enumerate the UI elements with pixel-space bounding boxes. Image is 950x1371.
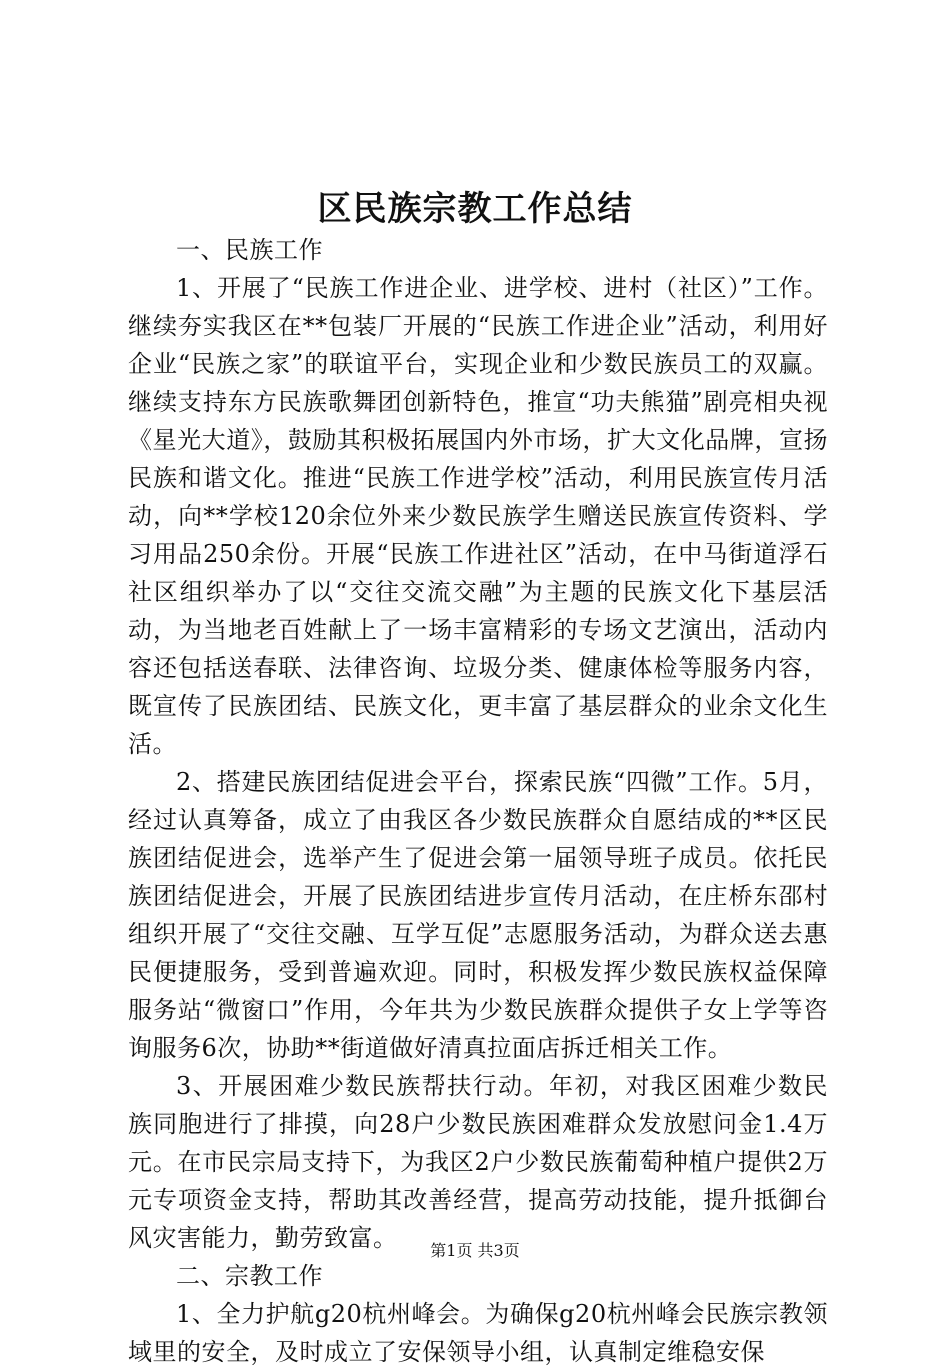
page-footer: 第1页 共3页: [430, 1241, 520, 1260]
paragraph-religion-1: 1、全力护航g20杭州峰会。为确保g20杭州峰会民族宗教领域里的安全，及时成立了安保领导小组，认真制定维稳安保: [128, 1300, 828, 1366]
paragraph-ethnic-2: 2、搭建民族团结促进会平台，探索民族“四微”工作。5月，经过认真筹备，成立了由我区各少数民族群众自愿结成的**区民族团结促进会，选举产生了促进会第一届领导班子成员。依托民族团结促进会，开展了民族团结进步宣传月活动，在庄桥东邵村组织开展了“交往交融、互学互促”志愿服务活动，为群众送去惠民便捷服务，受到普遍欢迎。同时，积极发挥少数民族权益保障服务站“微窗口”作用，今年共为少数民族群众提供子女上学等咨询服务6次，协助**街道做好清真拉面店拆迁相关工作。: [128, 768, 828, 1062]
document-body: [128, 231, 828, 1371]
section-heading-religion: 二、宗教工作: [176, 1262, 323, 1290]
paragraph-ethnic-1: 1、开展了“民族工作进企业、进学校、进村（社区）”工作。继续夯实我区在**包装厂开展的“民族工作进企业”活动，利用好企业“民族之家”的联谊平台，实现企业和少数民族员工的双赢。继续支持东方民族歌舞团创新特色，推宣“功夫熊猫”剧亮相央视《星光大道》，鼓励其积极拓展国内外市场，扩大文化品牌，宣扬民族和谐文化。推进“民族工作进学校”活动，利用民族宣传月活动，向**学校120余位外来少数民族学生赠送民族宣传资料、学习用品250余份。开展“民族工作进社区”活动，在中马街道浮石社区组织举办了以“交往交流交融”为主题的民族文化下基层活动，为当地老百姓献上了一场丰富精彩的专场文艺演出，活动内容还包括送春联、法律咨询、垃圾分类、健康体检等服务内容，既宣传了民族团结、民族文化，更丰富了基层群众的业余文化生活。: [128, 274, 828, 758]
section-heading-ethnic: 一、民族工作: [176, 236, 323, 264]
page-title: 区民族宗教工作总结: [317, 189, 633, 229]
paragraph-ethnic-3: 3、开展困难少数民族帮扶行动。年初，对我区困难少数民族同胞进行了排摸，向28户少数民族困难群众发放慰问金1.4万元。在市民宗局支持下，为我区2户少数民族葡萄种植户提供2万元专项资金支持，帮助其改善经营，提高劳动技能，提升抵御台风灾害能力，勤劳致富。: [128, 1072, 828, 1252]
